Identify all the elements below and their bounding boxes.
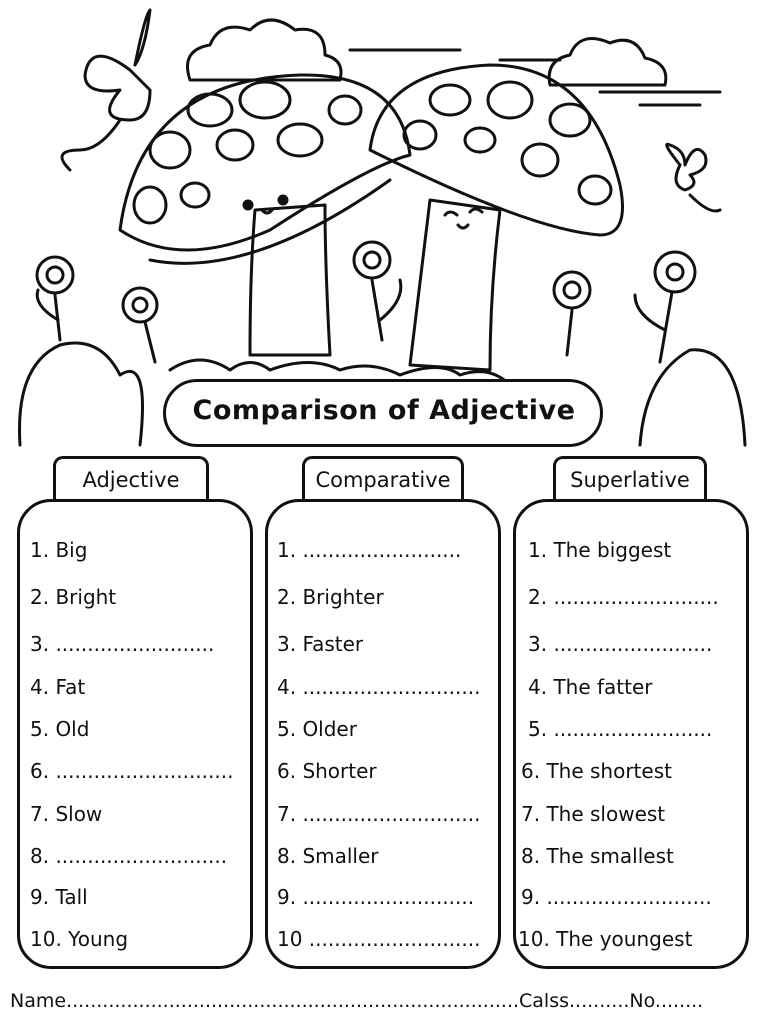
comparative-item: 8. Smaller (277, 844, 379, 868)
comparative-item: 3. Faster (277, 632, 364, 656)
flower-icon (635, 252, 695, 362)
superlative-item: 7. The slowest (521, 802, 666, 826)
page-title: Comparison of Adjective (192, 395, 576, 426)
superlative-item: 2. .......................... (528, 585, 719, 609)
superlative-item: 10. The youngest (518, 927, 693, 951)
adjective-item: 1. Big (30, 538, 88, 562)
comparative-item: 10 ........................... (277, 927, 481, 951)
superlative-item: 1. The biggest (528, 538, 672, 562)
adjective-item: 8. ........................... (30, 844, 228, 868)
mushroom-icon (120, 75, 410, 355)
comparative-item: 5. Older (277, 717, 357, 741)
cloud-icon (188, 20, 342, 80)
adjective-item: 9. Tall (30, 885, 88, 909)
flower-icon (554, 272, 590, 355)
comparative-item: 2. Brighter (277, 585, 384, 609)
comparative-item: 1. ......................... (277, 538, 462, 562)
adjective-item: 4. Fat (30, 675, 86, 699)
name-class-number-line: Name...........................................................................Calss..........No........ (10, 990, 704, 1012)
flower-icon (37, 257, 73, 340)
column-header-adjective: Adjective (53, 456, 209, 500)
comparative-item: 6. Shorter (277, 759, 377, 783)
superlative-item: 6. The shortest (521, 759, 672, 783)
comparative-item: 7. ............................ (277, 802, 481, 826)
superlative-item: 4. The fatter (528, 675, 653, 699)
adjective-item: 3. ......................... (30, 632, 215, 656)
adjective-item: 2. Bright (30, 585, 117, 609)
superlative-item: 3. ......................... (528, 632, 713, 656)
column-header-comparative: Comparative (302, 456, 464, 500)
superlative-item: 9. .......................... (521, 885, 712, 909)
adjective-item: 7. Slow (30, 802, 103, 826)
comparative-item: 4. ............................ (277, 675, 481, 699)
superlative-item: 8. The smallest (521, 844, 674, 868)
comparative-item: 9. ........................... (277, 885, 475, 909)
butterfly-icon (62, 10, 150, 170)
column-header-superlative: Superlative (553, 456, 707, 500)
mushroom-icon (370, 65, 623, 370)
butterfly-icon (667, 144, 720, 211)
flower-icon (354, 242, 401, 340)
adjective-item: 10. Young (30, 927, 129, 951)
adjective-item: 6. ............................ (30, 759, 234, 783)
adjective-item: 5. Old (30, 717, 90, 741)
cloud-icon (549, 39, 720, 105)
superlative-item: 5. ......................... (528, 717, 713, 741)
flower-icon (123, 288, 157, 362)
